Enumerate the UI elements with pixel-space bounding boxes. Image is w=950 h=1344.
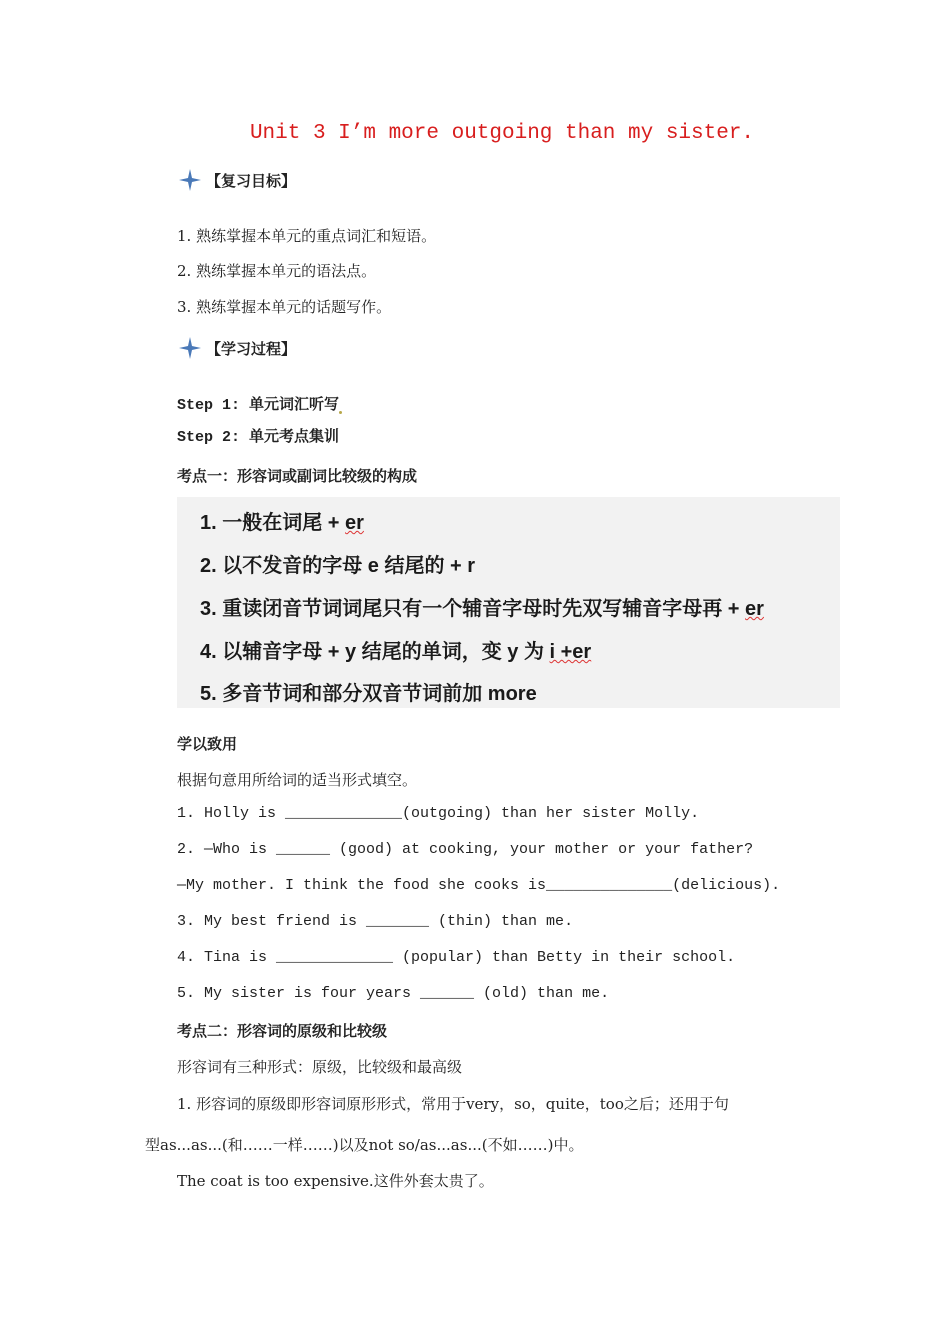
rule-text: 3. 重读闭音节词词尾只有一个辅音字母时先双写辅音字母再 +: [200, 598, 746, 620]
section-heading-learning-process: [178, 336, 296, 360]
practice-heading: 学以致用: [177, 735, 238, 753]
point-intro: 形容词有三种形式：原级，比较级和最高级: [177, 1058, 463, 1076]
exercise-item: —My mother. I think the food she cooks is______________(delicious).: [177, 877, 781, 894]
rule-item: [200, 549, 475, 578]
step-text: Step 1: 单元词汇听写: [177, 397, 340, 414]
rule-highlight: i +er: [549, 641, 592, 663]
goal-item: 1. 熟练掌握本单元的重点词汇和短语。: [177, 227, 437, 245]
goal-item: 2. 熟练掌握本单元的语法点。: [177, 262, 377, 280]
section-heading-label: 【学习过程】: [206, 340, 297, 358]
format-mark: [339, 411, 342, 414]
sparkle-icon: [178, 168, 202, 192]
practice-instruction: 根据句意用所给词的适当形式填空。: [177, 771, 418, 789]
rule-item: [200, 506, 364, 535]
step-line: [177, 425, 339, 446]
rule-item: [200, 677, 537, 706]
paragraph-line: 1. 形容词的原级即形容词原形形式，常用于very，so，quite，too之后；还用于句: [177, 1095, 729, 1113]
rule-text: 1. 一般在词尾 +: [200, 512, 346, 534]
rule-text: 4. 以辅音字母 + y 结尾的单词，变 y 为: [200, 641, 550, 663]
rules-box: [177, 497, 840, 708]
section-heading-review-goals: [178, 168, 296, 192]
example-sentence: The coat is too expensive.这件外套太贵了。: [177, 1172, 494, 1190]
exercise-item: 4. Tina is _____________ (popular) than Betty in their school.: [177, 949, 736, 966]
goal-item: 3. 熟练掌握本单元的话题写作。: [177, 298, 392, 316]
rule-highlight: er: [745, 598, 764, 620]
point-heading: 考点二：形容词的原级和比较级: [177, 1022, 388, 1040]
rule-item: [200, 592, 764, 621]
rule-highlight: er: [345, 512, 364, 534]
paragraph-line: 型as...as...(和……一样……)以及not so/as...as...(不如……)中。: [145, 1136, 584, 1154]
page-title: Unit 3 I’m more outgoing than my sister.: [249, 122, 755, 145]
step-line: [177, 393, 342, 414]
sparkle-icon: [178, 336, 202, 360]
point-heading: 考点一：形容词或副词比较级的构成: [177, 467, 418, 485]
rule-item: [200, 635, 591, 664]
exercise-item: 2. —Who is ______ (good) at cooking, your mother or your father?: [177, 841, 754, 858]
rule-text: 2. 以不发音的字母 e 结尾的 + r: [200, 555, 476, 577]
rule-text: 5. 多音节词和部分双音节词前加 more: [200, 683, 537, 705]
step-text: Step 2: 单元考点集训: [177, 429, 340, 446]
exercise-item: 1. Holly is _____________(outgoing) than her sister Molly.: [177, 805, 700, 822]
exercise-item: 3. My best friend is _______ (thin) than me.: [177, 913, 574, 930]
section-heading-label: 【复习目标】: [206, 172, 297, 190]
exercise-item: 5. My sister is four years ______ (old) than me.: [177, 985, 610, 1002]
